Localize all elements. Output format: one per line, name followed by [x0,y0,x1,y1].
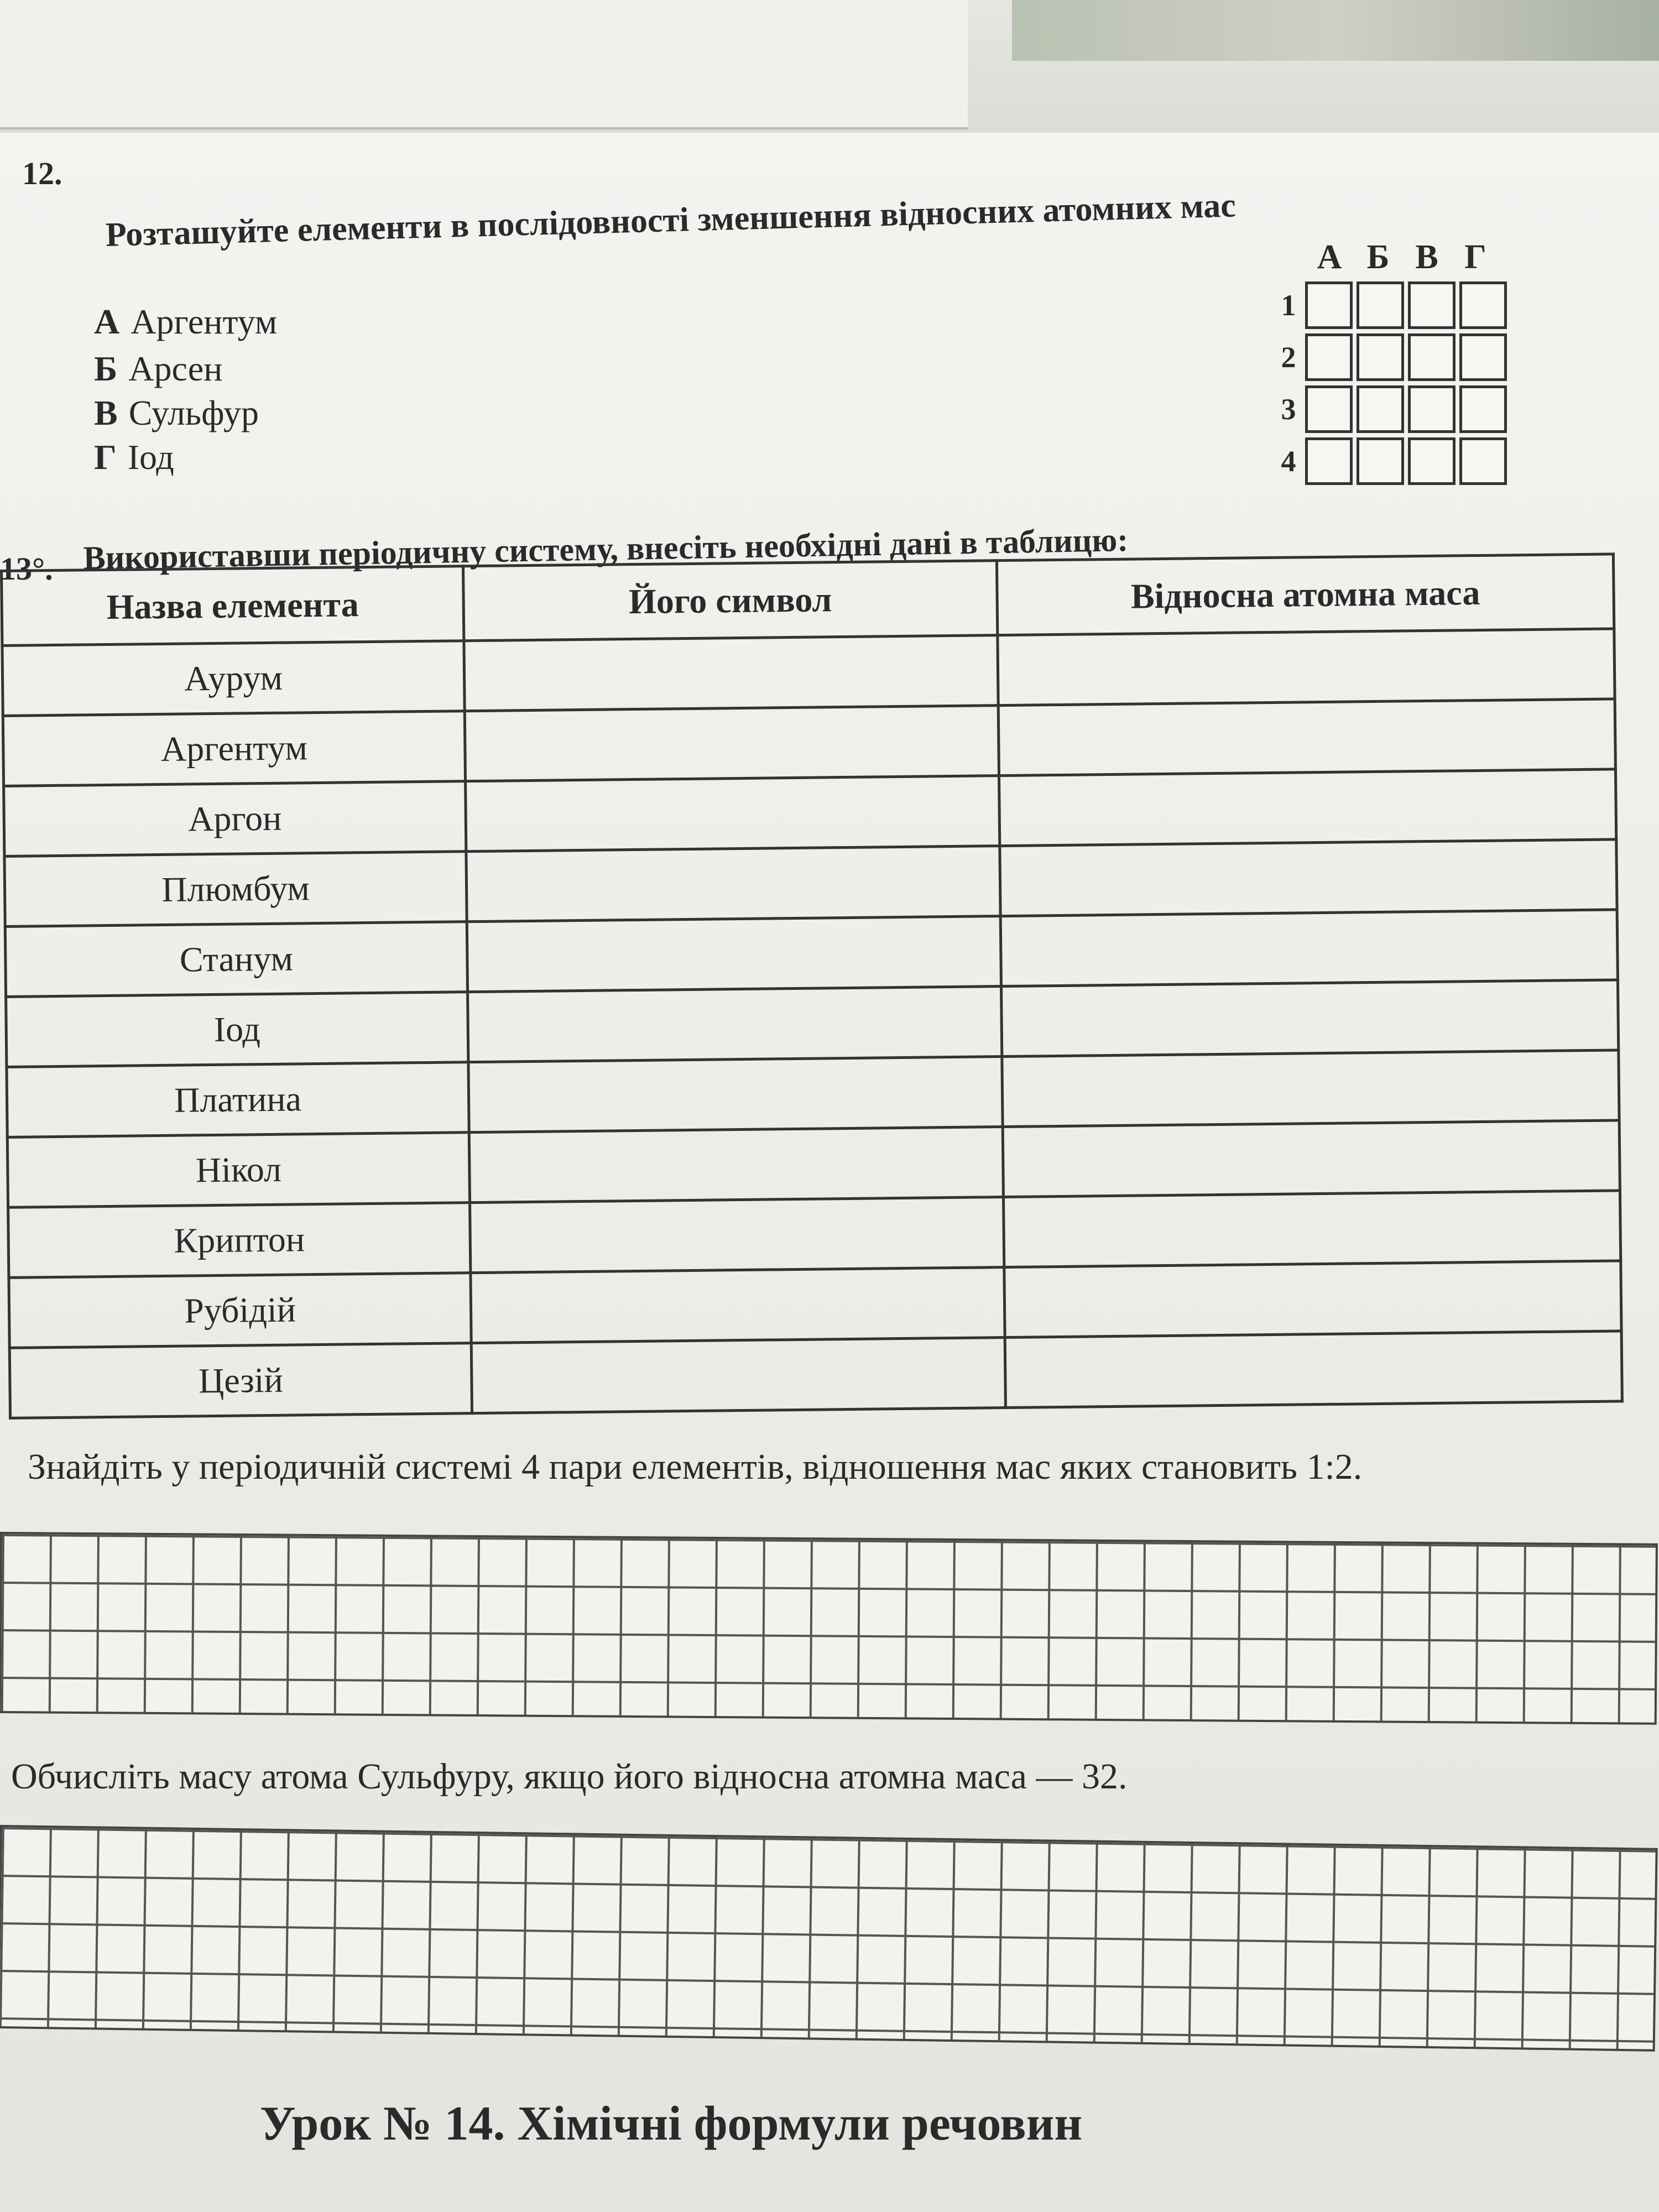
answer-checkbox[interactable] [1305,333,1353,381]
task12-instruction: Розташуйте елементи в послідовності зменшення відносних атомних мас [105,186,1237,254]
answer-grid-col-label: Г [1464,238,1486,276]
answer-checkbox[interactable] [1459,385,1507,433]
answer-checkbox[interactable] [1357,281,1404,329]
mass-cell[interactable] [1003,1120,1620,1197]
element-name-cell: Рубідій [9,1273,471,1348]
answer-checkbox[interactable] [1357,333,1404,381]
task14-answer-grid[interactable] [0,1532,1658,1725]
option-letter: В [94,393,118,432]
answer-grid-row-label: 1 [1281,289,1296,322]
symbol-cell[interactable] [466,776,1000,852]
background-sheet [0,0,968,129]
mass-cell[interactable] [1000,910,1618,987]
answer-checkbox[interactable] [1459,333,1507,381]
symbol-cell[interactable] [468,1057,1003,1133]
element-name-cell: Цезій [9,1343,472,1418]
option-text: Іод [127,437,174,477]
option-text: Аргентум [131,302,278,341]
answer-grid-row-label: 4 [1281,445,1296,478]
answer-checkbox[interactable] [1305,281,1353,329]
mass-cell[interactable] [1002,1050,1619,1127]
task15-answer-grid[interactable] [0,1825,1658,2052]
symbol-cell[interactable] [471,1267,1005,1343]
symbol-cell[interactable] [468,987,1002,1062]
option-letter: Г [94,437,117,477]
element-name-cell: Аурум [2,641,465,716]
answer-grid-row [1272,385,1511,433]
symbol-cell[interactable] [466,846,1000,922]
mass-cell[interactable] [998,699,1615,776]
answer-checkbox[interactable] [1357,385,1404,433]
element-name-cell: Плюмбум [4,852,467,927]
option-letter: Б [94,349,118,388]
answer-grid-row [1272,333,1511,381]
task13-instruction: Використавши періодичну систему, внесіть необхідні дані в таблицю: [83,521,1129,576]
element-name-cell: Криптон [8,1203,471,1278]
task12-number: 12. [22,155,62,191]
answer-grid-header [1305,238,1511,277]
answer-grid-row [1272,281,1511,329]
lesson-title: Урок № 14. Хімічні формули речовин [260,2097,1083,2151]
symbol-cell[interactable] [467,916,1001,992]
task12-option-g [94,437,174,478]
option-text: Сульфур [128,393,259,432]
task12-option-a [94,301,277,342]
answer-grid-row-label: 3 [1281,393,1296,426]
mass-cell[interactable] [1001,980,1618,1057]
answer-checkbox[interactable] [1357,437,1404,485]
mass-cell[interactable] [1003,1191,1620,1267]
elements-table [0,552,1624,1419]
task12-option-v [94,393,259,434]
symbol-cell[interactable] [464,635,998,711]
element-name-cell: Аргентум [3,711,465,786]
symbol-cell[interactable] [469,1127,1003,1203]
task12-option-b [94,348,222,389]
task14-instruction: Знайдіть у періодичній системі 4 пари елементів, відношення мас яких становить 1:2. [28,1447,1363,1487]
symbol-cell[interactable] [470,1197,1004,1273]
element-name-cell: Платина [7,1062,469,1138]
answer-grid-row-label: 2 [1281,341,1296,374]
answer-checkbox[interactable] [1305,437,1353,485]
column-header-name: Назва елемента [2,566,464,646]
answer-checkbox[interactable] [1408,385,1455,433]
answer-grid-col-label: В [1415,238,1438,276]
answer-checkbox[interactable] [1408,437,1455,485]
column-header-symbol: Його символ [463,561,997,641]
answer-grid-col-label: А [1317,238,1342,276]
answer-checkbox[interactable] [1408,281,1455,329]
mass-cell[interactable] [1004,1261,1621,1338]
answer-grid-col-label: Б [1366,238,1390,276]
column-header-mass: Відносна атомна маса [997,554,1614,635]
symbol-cell[interactable] [471,1338,1005,1413]
background-object [1012,0,1659,61]
answer-checkbox[interactable] [1459,437,1507,485]
mass-cell[interactable] [998,629,1615,706]
option-text: Арсен [128,349,223,388]
symbol-cell[interactable] [465,706,999,781]
element-name-cell: Станум [5,922,467,997]
mass-cell[interactable] [1000,839,1617,916]
answer-checkbox[interactable] [1305,385,1353,433]
option-letter: А [94,302,120,341]
task12-answer-grid [1272,238,1511,485]
element-name-cell: Іод [6,992,468,1067]
task13-number: 13°. [0,551,53,587]
answer-checkbox[interactable] [1408,333,1455,381]
mass-cell[interactable] [999,769,1616,846]
mass-cell[interactable] [1005,1331,1622,1408]
answer-grid-row [1272,437,1511,485]
element-name-cell: Нікол [7,1133,469,1208]
element-name-cell: Аргон [4,781,466,857]
answer-checkbox[interactable] [1459,281,1507,329]
task15-instruction: Обчисліть масу атома Сульфуру, якщо його відносна атомна маса — 32. [11,1756,1128,1797]
